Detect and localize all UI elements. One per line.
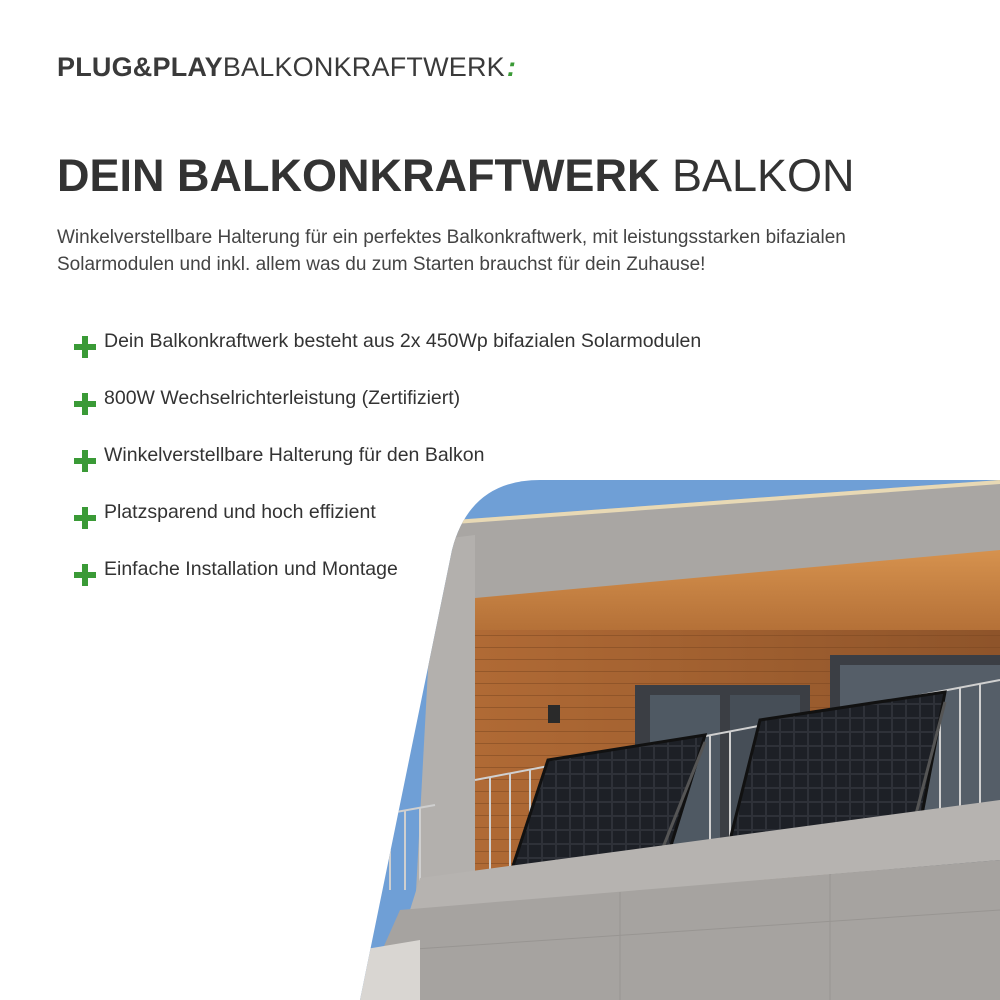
plus-icon (74, 507, 96, 529)
feature-label: 800W Wechselrichterleistung (Zertifiziert) (104, 387, 461, 409)
plus-icon (74, 336, 96, 358)
balcony-solar-photo (360, 480, 1000, 1000)
feature-item (74, 330, 701, 387)
brand-logo-light: BALKONKRAFTWERK (222, 52, 505, 82)
feature-item (74, 387, 701, 444)
brand-logo-mark: : (506, 52, 517, 82)
page-title-bold: DEIN BALKONKRAFTWERK (57, 150, 660, 201)
plus-icon (74, 564, 96, 586)
wall-lamp (548, 705, 560, 723)
page-title (57, 150, 855, 202)
plus-icon (74, 393, 96, 415)
feature-label: Einfache Installation und Montage (104, 558, 398, 580)
brand-logo-bold: PLUG&PLAY (57, 52, 223, 82)
plus-icon (74, 450, 96, 472)
feature-label: Winkelverstellbare Halterung für den Balkon (104, 444, 485, 466)
photo-scene (360, 480, 1000, 1000)
brand-logo (57, 52, 516, 83)
intro-text: Winkelverstellbare Halterung für ein perfektes Balkonkraftwerk, mit leistungsstarken bifazialen Solarmodulen und inkl. allem was du zum Starten brauchst für dein Zuhause! (57, 227, 846, 275)
page-title-light: BALKON (671, 150, 855, 201)
feature-label: Platzsparend und hoch effizient (104, 501, 376, 523)
feature-label: Dein Balkonkraftwerk besteht aus 2x 450Wp bifazialen Solarmodulen (104, 330, 702, 352)
